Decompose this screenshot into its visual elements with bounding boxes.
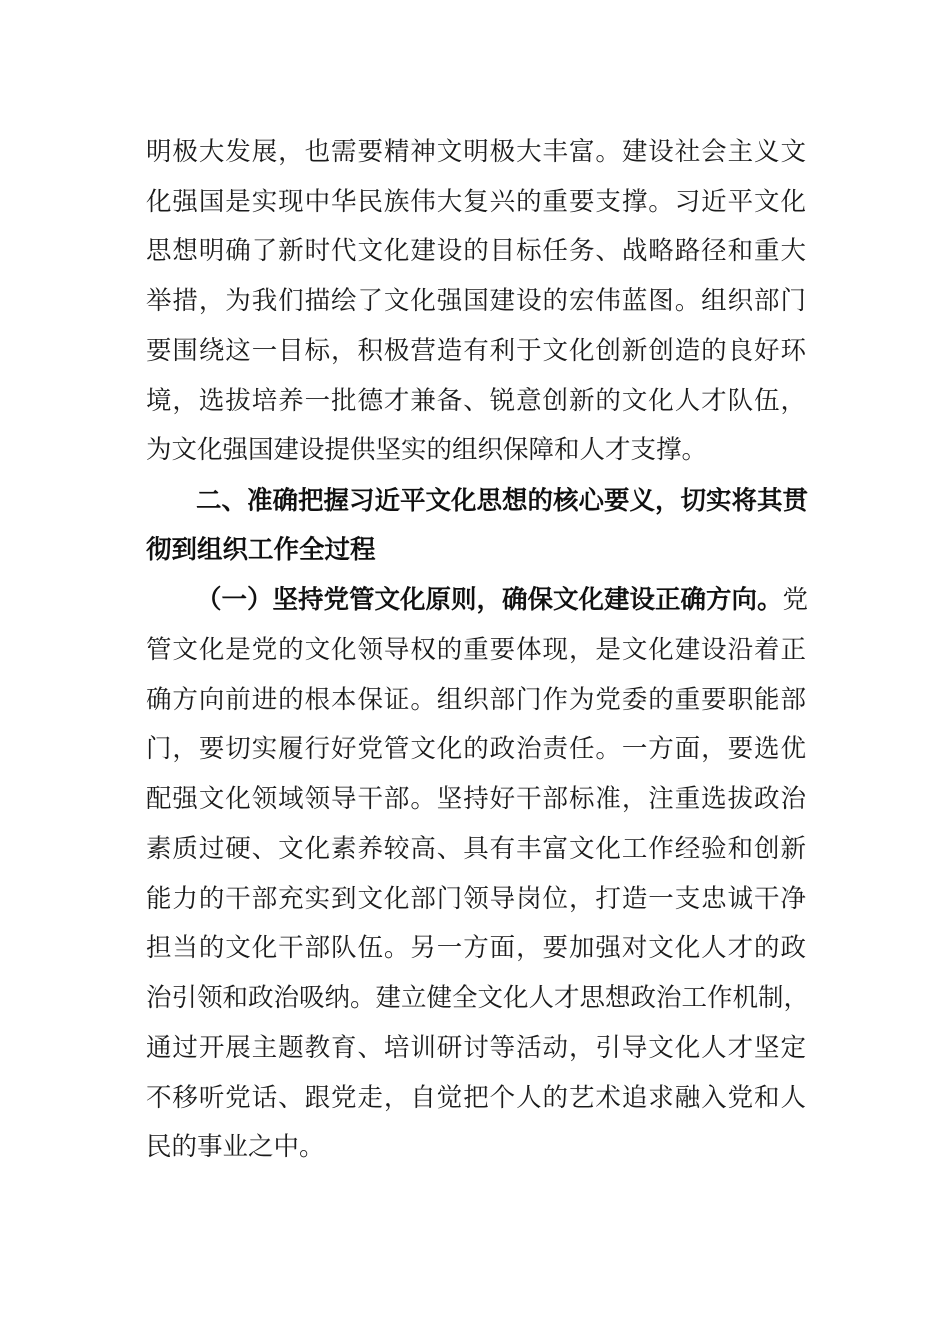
body-text-line: 担当的文化干部队伍。另一方面，要加强对文化人才的政 <box>146 933 806 963</box>
body-text-line: 民的事业之中。 <box>146 1132 325 1162</box>
body-text-line: 管文化是党的文化领导权的重要体现，是文化建设沿着正 <box>146 635 806 665</box>
section-heading: 二、准确把握习近平文化思想的核心要义，切实将其贯 <box>196 486 809 516</box>
body-text-line: 门，要切实履行好党管文化的政治责任。一方面，要选优 <box>146 734 806 764</box>
body-text-line: 通过开展主题教育、培训研讨等活动，引导文化人才坚定 <box>146 1033 806 1063</box>
subsection-title: （一）坚持党管文化原则，确保文化建设正确方向。 <box>196 585 783 615</box>
section-heading: 彻到组织工作全过程 <box>146 535 376 565</box>
body-text-line: 能力的干部充实到文化部门领导岗位，打造一支忠诚干净 <box>146 884 806 914</box>
body-text-line: 配强文化领域领导干部。坚持好干部标准，注重选拔政治 <box>146 784 806 814</box>
body-text: 党 <box>782 585 809 615</box>
body-text-line: 境，选拔培养一批德才兼备、锐意创新的文化人才队伍， <box>146 386 806 416</box>
body-text-line: 确方向前进的根本保证。组织部门作为党委的重要职能部 <box>146 685 806 715</box>
body-text-line: 举措，为我们描绘了文化强国建设的宏伟蓝图。组织部门 <box>146 286 806 316</box>
body-text-line: 不移听党话、跟党走，自觉把个人的艺术追求融入党和人 <box>146 1083 806 1113</box>
body-text-line: 治引领和政治吸纳。建立健全文化人才思想政治工作机制， <box>146 983 810 1013</box>
body-text-line <box>196 578 809 622</box>
body-text-line: 化强国是实现中华民族伟大复兴的重要支撑。习近平文化 <box>146 187 806 217</box>
body-text-line: 素质过硬、文化素养较高、具有丰富文化工作经验和创新 <box>146 834 806 864</box>
body-text-line: 为文化强国建设提供坚实的组织保障和人才支撑。 <box>146 435 708 465</box>
body-text-line: 要围绕这一目标，积极营造有利于文化创新创造的良好环 <box>146 336 806 366</box>
body-text-line: 思想明确了新时代文化建设的目标任务、战略路径和重大 <box>146 236 806 266</box>
body-text-line: 明极大发展，也需要精神文明极大丰富。建设社会主义文 <box>146 137 806 167</box>
